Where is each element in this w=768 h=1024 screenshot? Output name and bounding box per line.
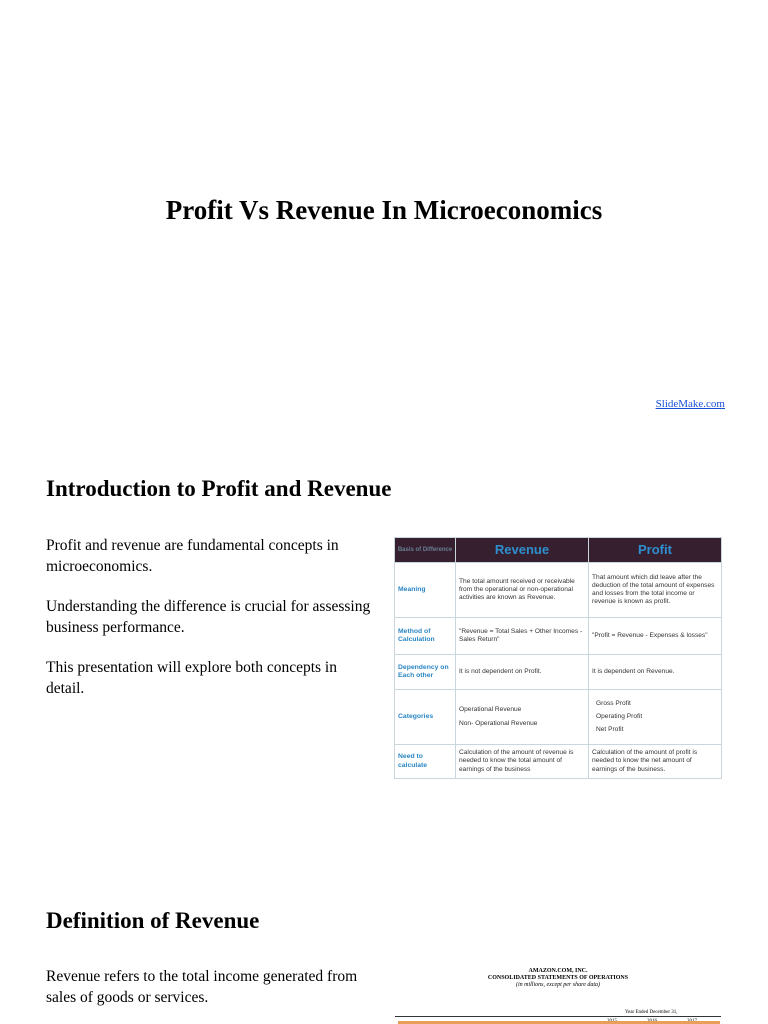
revenue-definition-heading: Definition of Revenue xyxy=(46,908,260,933)
table-row xyxy=(395,745,722,779)
cell-profit-dependency: It is dependent on Revenue. xyxy=(589,655,722,690)
revenue-definition-paragraph: Revenue refers to the total income generated from sales of goods or services. xyxy=(46,968,358,1006)
table-row xyxy=(395,563,722,618)
cell-revenue-dependency: It is not dependent on Profit. xyxy=(456,655,589,690)
intro-paragraph-1: Profit and revenue are fundamental concepts in microeconomics. xyxy=(46,537,339,575)
statement-company: AMAZON.COM, INC. xyxy=(528,968,588,974)
financial-statement-header xyxy=(395,968,721,989)
table-header-row xyxy=(395,538,722,563)
list-item: Net Profit xyxy=(596,726,624,734)
statement-title: CONSOLIDATED STATEMENTS OF OPERATIONS xyxy=(487,975,629,981)
cell-revenue-method: "Revenue = Total Sales + Other Incomes - Sales Return" xyxy=(456,618,589,655)
row-head-method: Method of Calculation xyxy=(395,618,456,655)
statement-year-columns xyxy=(395,1016,721,1017)
statement-period-label: Year Ended December 31, xyxy=(625,1010,678,1015)
cell-revenue-meaning: The total amount received or receivable from the operational or non-operational activities are known as Revenue. xyxy=(456,563,589,618)
comparison-table xyxy=(394,537,722,779)
cell-profit-need: Calculation of the amount of profit is needed to know the net amount of earnings of the business. xyxy=(589,745,722,779)
intro-paragraph-2: Understanding the difference is crucial for assessing business performance. xyxy=(46,598,371,636)
table-row xyxy=(395,690,722,745)
intro-heading: Introduction to Profit and Revenue xyxy=(46,476,392,501)
cell-profit-method: "Profit = Revenue - Expenses & losses" xyxy=(589,618,722,655)
list-item: Operating Profit xyxy=(596,712,643,720)
intro-paragraph-3: This presentation will explore both concepts in detail. xyxy=(46,659,337,697)
list-item: Operational Revenue xyxy=(459,706,522,714)
row-head-categories: Categories xyxy=(395,690,456,745)
row-head-meaning: Meaning xyxy=(395,563,456,618)
header-revenue: Revenue xyxy=(456,538,589,563)
row-head-need: Need to calculate xyxy=(395,745,456,779)
cell-profit-meaning: That amount which did leave after the deduction of the total amount of expenses and losses from the total income or revenue is known as profit. xyxy=(589,563,722,618)
cell-revenue-categories xyxy=(456,690,589,745)
header-basis: Basis of Difference xyxy=(395,538,456,563)
slide-title: Profit Vs Revenue In Microeconomics xyxy=(165,195,603,225)
list-item: Non- Operational Revenue xyxy=(459,719,538,727)
list-item: Gross Profit xyxy=(596,699,631,707)
header-profit: Profit xyxy=(589,538,722,563)
cell-revenue-need: Calculation of the amount of revenue is needed to know the total amount of earnings of the business xyxy=(456,745,589,779)
table-row xyxy=(395,655,722,690)
slidemake-link[interactable]: SlideMake.com xyxy=(655,398,725,410)
row-head-dependency: Dependency on Each other xyxy=(395,655,456,690)
statement-subtitle: (in millions, except per share data) xyxy=(515,982,601,988)
cell-profit-categories xyxy=(589,690,722,745)
table-row xyxy=(395,618,722,655)
